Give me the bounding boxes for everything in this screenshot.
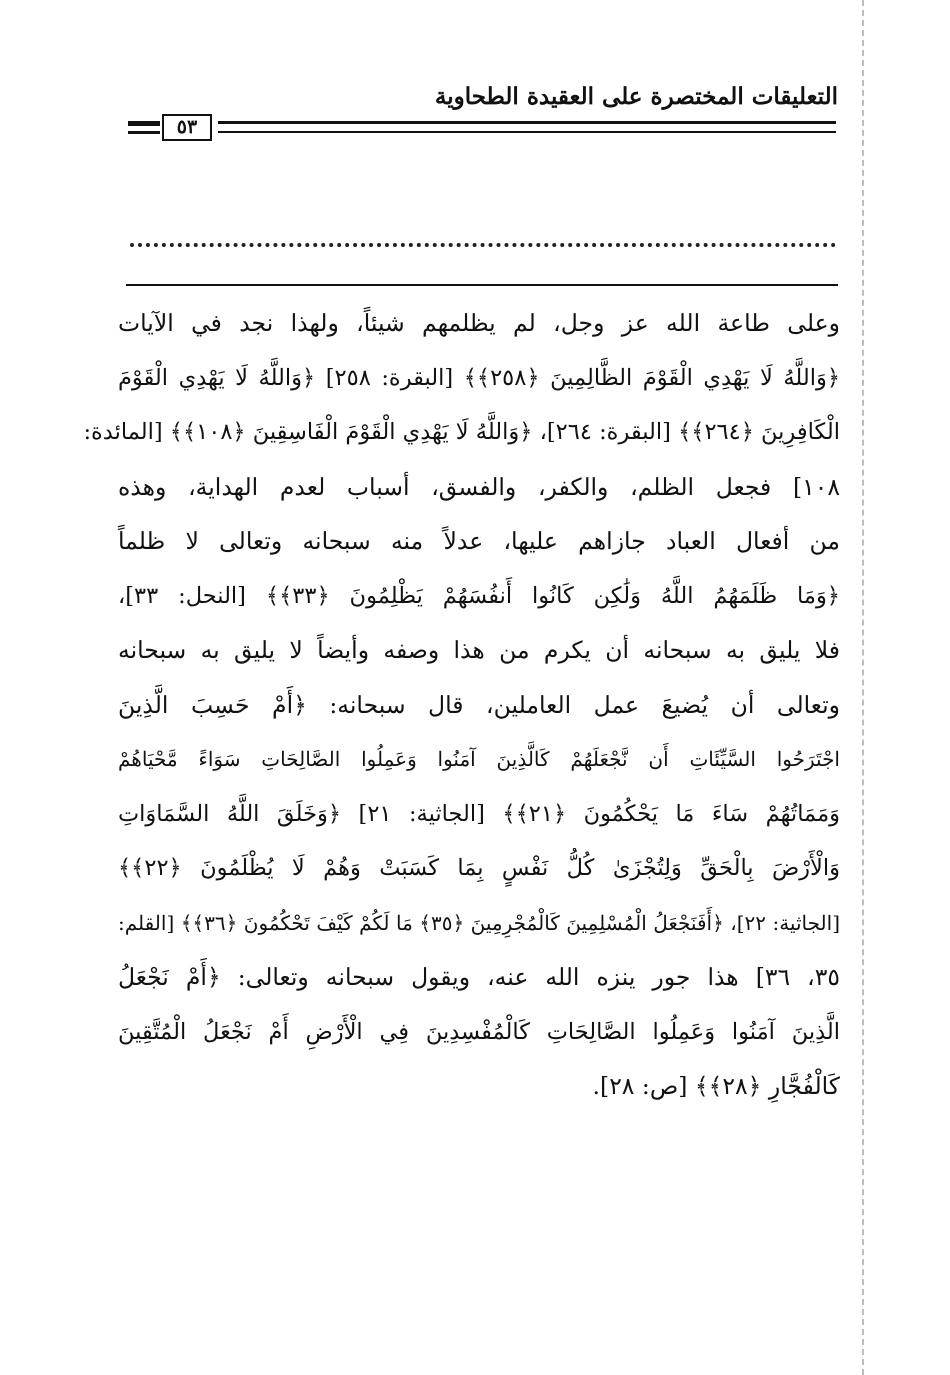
header-rule-thick bbox=[218, 121, 836, 124]
text-line: وتعالى أن يُضيعَ عمل العاملين، قال سبحانه: ﴿أَمْ حَسِبَ الَّذِينَ bbox=[118, 690, 840, 719]
dotted-separator bbox=[130, 243, 836, 247]
text-line: ٣٥، ٣٦] هذا جور ينزه الله عنه، ويقول سبحانه وتعالى: ﴿أَمْ نَجْعَلُ bbox=[118, 963, 840, 991]
header-rule-thin bbox=[218, 131, 836, 133]
text-line: من أفعال العباد جازاهم عليها، عدلاً منه سبحانه وتعالى لا ظلماً bbox=[118, 527, 840, 555]
header-rule-stub-top bbox=[128, 121, 160, 126]
text-line: وعلى طاعة الله عز وجل، لم يظلمهم شيئاً، ولهذا نجد في الآيات bbox=[118, 309, 840, 337]
text-line: ﴿وَاللَّهُ لَا يَهْدِي الْقَوْمَ الظَّالِمِينَ ﴿٢٥٨﴾﴾ [البقرة: ٢٥٨] ﴿وَاللَّهُ لَا يَهْدِي الْقَوْمَ bbox=[118, 364, 841, 391]
header-rule-stub-bottom bbox=[128, 131, 160, 134]
text-line: [الجاثية: ٢٢]، ﴿أَفَنَجْعَلُ الْمُسْلِمِينَ كَالْمُجْرِمِينَ ﴿٣٥﴾ مَا لَكُمْ كَيْفَ تَحْكُمُونَ ﴿٣٦﴾﴾ [القلم: bbox=[118, 910, 840, 935]
text-line: ١٠٨] فجعل الظلم، والكفر، والفسق، أسباب لعدم الهداية، وهذه bbox=[118, 472, 840, 501]
text-line: وَمَمَاتُهُمْ سَاءَ مَا يَحْكُمُونَ ﴿٢١﴾﴾ [الجاثية: ٢١] ﴿وَخَلَقَ اللَّهُ السَّمَاوَاتِ bbox=[118, 800, 840, 827]
text-line: الْكَافِرِينَ ﴿٢٦٤﴾﴾ [البقرة: ٢٦٤]، ﴿وَاللَّهُ لَا يَهْدِي الْقَوْمَ الْفَاسِقِينَ ﴿١٠٨﴾﴾ [المائدة: bbox=[83, 419, 840, 445]
body-text bbox=[83, 296, 841, 1114]
text-line: وَالْأَرْضَ بِالْحَقِّ وَلِتُجْزَىٰ كُلُّ نَفْسٍ بِمَا كَسَبَتْ وَهُمْ لَا يُظْلَمُونَ ﴿٢٢﴾﴾ bbox=[118, 855, 840, 881]
text-line: فلا يليق به سبحانه أن يكرم من هذا وصفه وأيضاً لا يليق به سبحانه bbox=[118, 636, 840, 664]
running-title: التعليقات المختصرة على العقيدة الطحاوية bbox=[434, 83, 838, 110]
text-line: كَالْفُجَّارِ ﴿٢٨﴾﴾ [ص: ٢٨]. bbox=[592, 1072, 840, 1100]
text-line: الَّذِينَ آمَنُوا وَعَمِلُوا الصَّالِحَاتِ كَالْمُفْسِدِينَ فِي الْأَرْضِ أَمْ نَجْعَلُ الْمُتَّقِينَ bbox=[118, 1018, 840, 1045]
page-number: ٥٣ bbox=[162, 114, 212, 141]
text-line: ﴿وَمَا ظَلَمَهُمُ اللَّهُ وَلَٰكِن كَانُوا أَنفُسَهُمْ يَظْلِمُونَ ﴿٣٣﴾﴾ [النحل: ٣٣]، bbox=[118, 582, 840, 609]
crop-guide-line bbox=[862, 0, 864, 1375]
text-line: اجْتَرَحُوا السَّيِّئَاتِ أَن نَّجْعَلَهُمْ كَالَّذِينَ آمَنُوا وَعَمِلُوا الصَّالِحَاتِ سَوَاءً مَّحْيَاهُمْ bbox=[118, 747, 840, 771]
solid-separator bbox=[126, 284, 838, 286]
